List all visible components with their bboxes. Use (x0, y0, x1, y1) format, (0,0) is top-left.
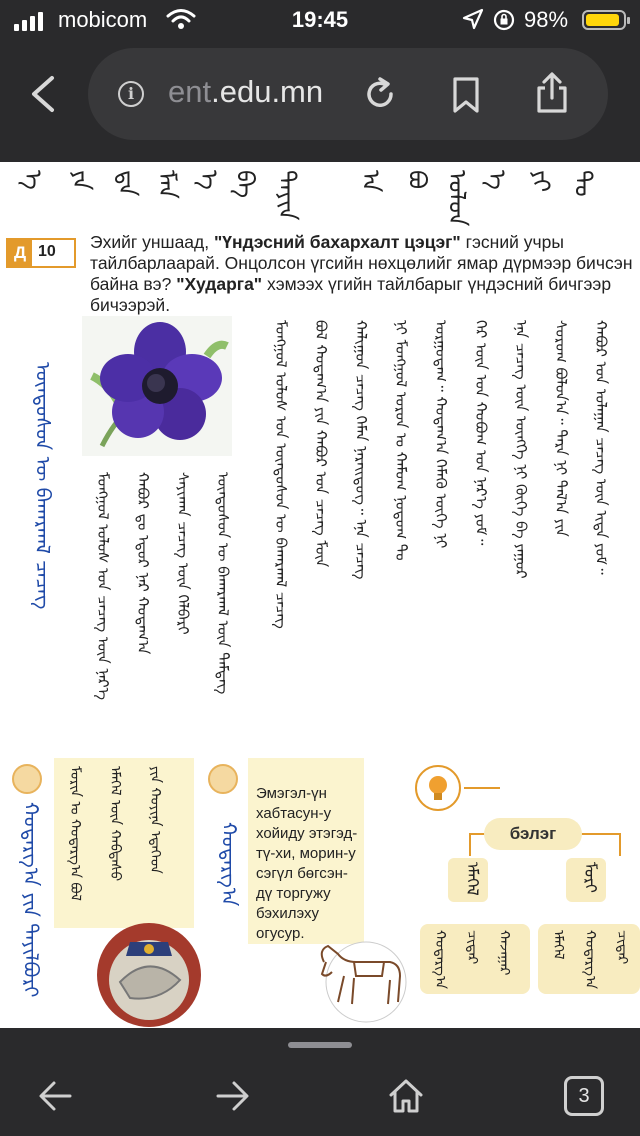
forward-arrow-icon[interactable] (212, 1076, 252, 1116)
carrier-name: mobicom (58, 7, 148, 32)
left-text-column: ᠦᠨᠳᠦᠰᠦᠨ ᠦ ᠪᠠᠬᠠᠷᠬᠠᠯ ᠦᠨ ᠲᠡᠮᠳᠡᠭ (214, 472, 232, 695)
body-text-column: ᠪᠣᠯ ᠬᠣᠳᠠᠭ᠎ᠠ ᠶᠢᠨ ᠬᠠᠪᠤᠷ ᠤᠨ ᠴᠡᠴᠡᠭ ᠮᠥᠨ (312, 320, 330, 568)
home-icon[interactable] (386, 1076, 426, 1116)
back-chevron-icon[interactable] (22, 72, 66, 116)
ornament-image (90, 922, 208, 1028)
blue-heading: ᠦᠨᠳᠦᠰᠦᠨ ᠦ ᠪᠠᠬᠠᠷᠬᠠᠯ ᠴᠡᠴᠡᠭ (31, 362, 55, 610)
top-script-glyph: ᠡ (483, 170, 511, 190)
web-page-content (0, 162, 640, 1028)
diagram-leaf: ᠴᠢᠳᠠᠷ (464, 930, 480, 965)
box-label-right: ᠬᠤᠳᠠᠷᠭ᠎ᠠ (217, 822, 241, 907)
top-script-glyph: ᠣᠯᠤᠨ (443, 170, 471, 227)
diagram-leaf: ᠴᠢᠳᠠᠷ (614, 930, 630, 965)
top-script-row (0, 162, 640, 227)
node-right-label: ᠮᠣᠷᠢ (581, 862, 600, 893)
body-text-column: ᠡᠨᠡ ᠴᠡᠴᠡᠭ ᠦᠨ ᠥᠩᠭᠡ ᠨᠢ ᠬᠥᠬᠡ ᠪᠠ ᠶᠠᠭᠤᠷ (512, 320, 530, 579)
pencil-icon (12, 764, 42, 794)
top-script-glyph: ᠳᠡ (113, 170, 141, 197)
horse-drawing (304, 932, 414, 1024)
top-script-glyph: ᠡ (19, 170, 47, 190)
diagram-root: бэлэг (484, 818, 582, 850)
battery-icon (582, 10, 626, 30)
body-text-column: ᠨᠢ ᠮᠣᠩᠭᠣᠯ ᠣᠷᠣᠨ ᠤ ᠬᠠᠮᠤᠭ ᠨᠤᠲᠤᠭ ᠲᠤ (392, 320, 410, 561)
diagram-leaf: ᠬᠤᠳᠠᠷᠭ᠎ᠠ (582, 930, 598, 990)
instruction-text: Эхийг уншаад, "Үндэсний бахархалт цэцэг" гэсний учры тайлбарлаарай. Онцолсон үгсийн нөхцөлийг ямар дүрмээр бичсэн байна вэ? "Хударга" хэмээх үгийн тайлбарыг үндэсний бичгээр бичээрэй. (90, 232, 633, 315)
battery-percent: 98% (524, 7, 569, 32)
url-text[interactable]: ent.edu.mn (168, 74, 324, 109)
flower-image (82, 316, 232, 456)
top-script-glyph: ᠪᠣ (403, 170, 431, 190)
pencil-icon-2 (208, 764, 238, 794)
top-script-glyph: ᠶᠢ (527, 170, 555, 193)
top-script-glyph: ᠡ (195, 170, 223, 190)
info-icon[interactable]: i (118, 81, 144, 107)
share-icon[interactable] (534, 72, 570, 114)
address-bar[interactable] (88, 48, 608, 140)
body-text-column: ᠰᠣᠷᠣᠭ ᠪᠣᠯᠤᠨ᠎ᠠ᠃ ᠲᠡᠷᠡ ᠨᠢ ᠲᠠᠯ᠎ᠠ ᠶᠢᠨ (552, 320, 570, 537)
diagram-leaf: ᠬᠤᠳᠠᠷᠭ᠎ᠠ (432, 930, 448, 990)
location-icon (462, 8, 484, 30)
body-text-column: ᠤᠷᠭᠤᠳᠠᠭ᠃ ᠬᠣᠳᠠᠭ᠎ᠠ ᠬᠡᠮᠡᠬᠦ ᠦᠭᠡ ᠨᠢ (432, 320, 450, 549)
tabs-button[interactable]: 3 (564, 1076, 604, 1116)
example-column: ᠶᠢᠨ ᠬᠣᠶᠢᠨᠠ ᠡᠲᠡᠭᠡᠳ (147, 766, 163, 874)
browser-bottom-bar (0, 1028, 640, 1136)
top-script-glyph: ᠪᠠ (231, 170, 259, 199)
definition-text: Эмэгэл-үн хабтасун-у хойиду этэгэд-тү-хи, морин-у сэгүл бөгсэн-дү торгужу бэхилэху огусур. (256, 785, 358, 942)
lightbulb-icon (414, 764, 462, 812)
browser-top-bar (0, 40, 640, 162)
top-script-glyph: ᠶᠡ (67, 170, 95, 191)
clock: 19:45 (291, 7, 349, 32)
body-text-column: ᠬᠠᠯᠢᠭᠤᠨ ᠴᠡᠴᠡᠭ ᠬᠡᠮᠡᠨ ᠨᠡᠷᠡᠢᠳᠦᠭ᠃ ᠡᠨᠡ ᠴᠡᠴᠡᠭ (352, 320, 370, 580)
badge-letter: Д (8, 240, 32, 266)
drag-handle[interactable] (288, 1042, 352, 1048)
top-script-glyph: ᠮᠡᠨ (153, 170, 181, 199)
badge-number: 10 (38, 243, 56, 260)
status-bar (0, 0, 640, 40)
example-column: ᠮᠣᠷᠢᠨ ᠤ ᠬᠤᠳᠠᠷᠭ᠎ᠠ ᠪᠣᠯ (67, 766, 83, 901)
top-script-glyph: ᠠ (357, 170, 385, 193)
left-text-column: ᠰᠠᠶᠢᠬᠠᠨ ᠴᠡᠴᠡᠭ ᠦᠨ ᠬᠡᠯᠪᠡᠷᠢ (174, 472, 192, 635)
diagram-leaf: ᠡᠮᠡᠭᠡᠯ (550, 930, 566, 960)
box-label-left: ᠬᠤᠳᠠᠷᠭ᠎ᠠ ᠶᠢᠨ ᠲᠠᠶᠢᠯᠪᠤᠷᠢ (19, 802, 43, 998)
body-text-column: ᠬᠠᠪᠤᠷ ᠤᠨ ᠤᠯᠠᠭᠠᠨ ᠴᠡᠴᠡᠭ ᠦᠨ ᠢᠳᠡ ᠶᠤᠮ᠃ (592, 320, 610, 575)
left-text-column: ᠮᠣᠩᠭᠣᠯ ᠤᠯᠤᠰ ᠤᠨ ᠴᠡᠴᠡᠭ ᠦᠨ ᠨᠡᠷ᠎ᠡ (94, 472, 112, 700)
top-script-glyph: ᠲᠡᠶᠢᠨ (273, 170, 301, 221)
back-arrow-icon[interactable] (36, 1076, 76, 1116)
node-left-label: ᠡᠮᠡᠭᠡᠯ (463, 862, 482, 896)
body-text-column: ᠮᠣᠩᠭᠣᠯ ᠤᠯᠤᠰ ᠤᠨ ᠦᠨᠳᠦᠰᠦᠨ ᠦ ᠪᠠᠬᠠᠷᠬᠠᠯ ᠴᠡᠴᠡᠭ (272, 320, 290, 629)
body-text-column: ᠭᠡᠷ ᠦᠨ ᠡᠳ ᠬᠣᠪᠤᠭ ᠤᠨ ᠨᠡᠷ᠎ᠡ ᠶᠤᠮ᠃ (472, 320, 490, 546)
reload-icon[interactable] (362, 76, 398, 112)
diagram-leaf: ᠬᠠᠵᠠᠭᠠᠷ (496, 930, 512, 976)
bookmark-icon[interactable] (450, 76, 482, 114)
exercise-badge (6, 238, 76, 268)
left-text-column: ᠬᠠᠪᠤᠷ ᠳᠤ ᠡᠳᠦᠷ ᠨᠠᠷ ᠬᠣᠳᠠᠭ᠎ᠠ (134, 472, 152, 655)
top-script-glyph: ᠲᠤ (569, 170, 597, 197)
example-column: ᠡᠮᠡᠭᠡᠯ ᠦᠨ ᠬᠠᠪᠲᠠᠰᠤ (107, 766, 123, 882)
rotation-lock-icon (492, 8, 516, 32)
